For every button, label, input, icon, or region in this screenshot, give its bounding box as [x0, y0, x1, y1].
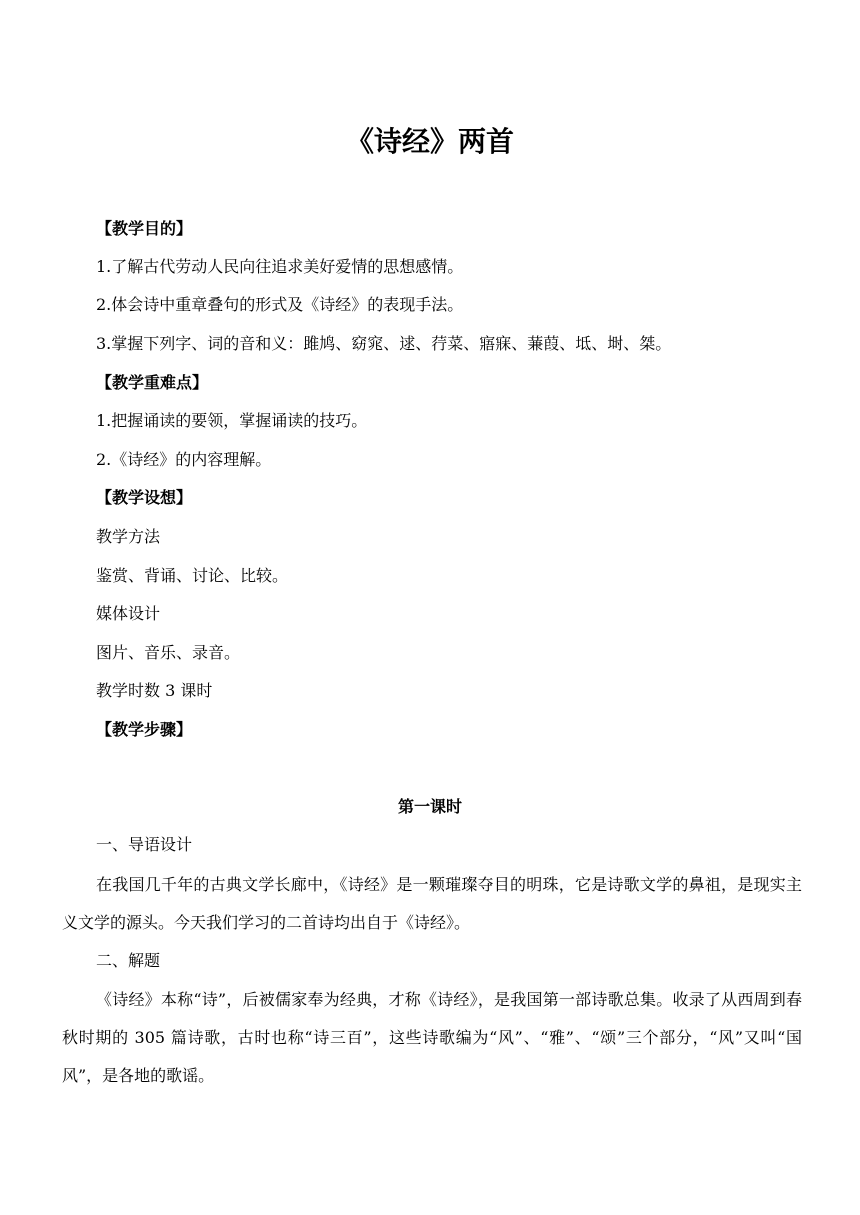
objective-item-1: 1.了解古代劳动人民向往追求美好爱情的思想感情。 — [96, 257, 464, 276]
intro-paragraph: 在我国几千年的古典文学长廊中，《诗经》是一颗璀璨夺目的明珠，它是诗歌文学的鼻祖，是现实主义文学的源头。今天我们学习的二首诗均出自于《诗经》。 — [62, 875, 802, 932]
teaching-hours: 教学时数 3 课时 — [96, 681, 213, 700]
key-point-item-2: 2.《诗经》的内容理解。 — [96, 450, 272, 469]
steps-heading: 【教学步骤】 — [96, 720, 193, 739]
objective-item-3: 3.掌握下列字、词的音和义：雎鸠、窈窕、逑、荇菜、寤寐、蒹葭、坻、埘、桀。 — [96, 334, 672, 353]
key-points-heading: 【教学重难点】 — [96, 373, 209, 392]
key-point-item-1: 1.把握诵读的要领，掌握诵读的技巧。 — [96, 411, 368, 430]
document-title: 《诗经》两首 — [345, 125, 514, 158]
method-value: 鉴赏、背诵、讨论、比较。 — [96, 566, 289, 585]
media-label: 媒体设计 — [96, 604, 161, 623]
intro-heading: 一、导语设计 — [96, 835, 193, 854]
lesson-title: 第一课时 — [397, 797, 462, 816]
media-value: 图片、音乐、录音。 — [96, 643, 241, 662]
concept-heading: 【教学设想】 — [96, 488, 193, 507]
objectives-heading: 【教学目的】 — [96, 219, 193, 238]
explain-paragraph: 《诗经》本称“诗”，后被儒家奉为经典，才称《诗经》，是我国第一部诗歌总集。收录了从西周到春秋时期的 305 篇诗歌，古时也称“诗三百”，这些诗歌编为“风”、“雅”、“颂”三个部分，“风”又叫“国风”，是各地的歌谣。 — [62, 990, 802, 1085]
objective-item-2: 2.体会诗中重章叠句的形式及《诗经》的表现手法。 — [96, 295, 464, 314]
explain-heading: 二、解题 — [96, 951, 161, 970]
method-label: 教学方法 — [96, 527, 161, 546]
